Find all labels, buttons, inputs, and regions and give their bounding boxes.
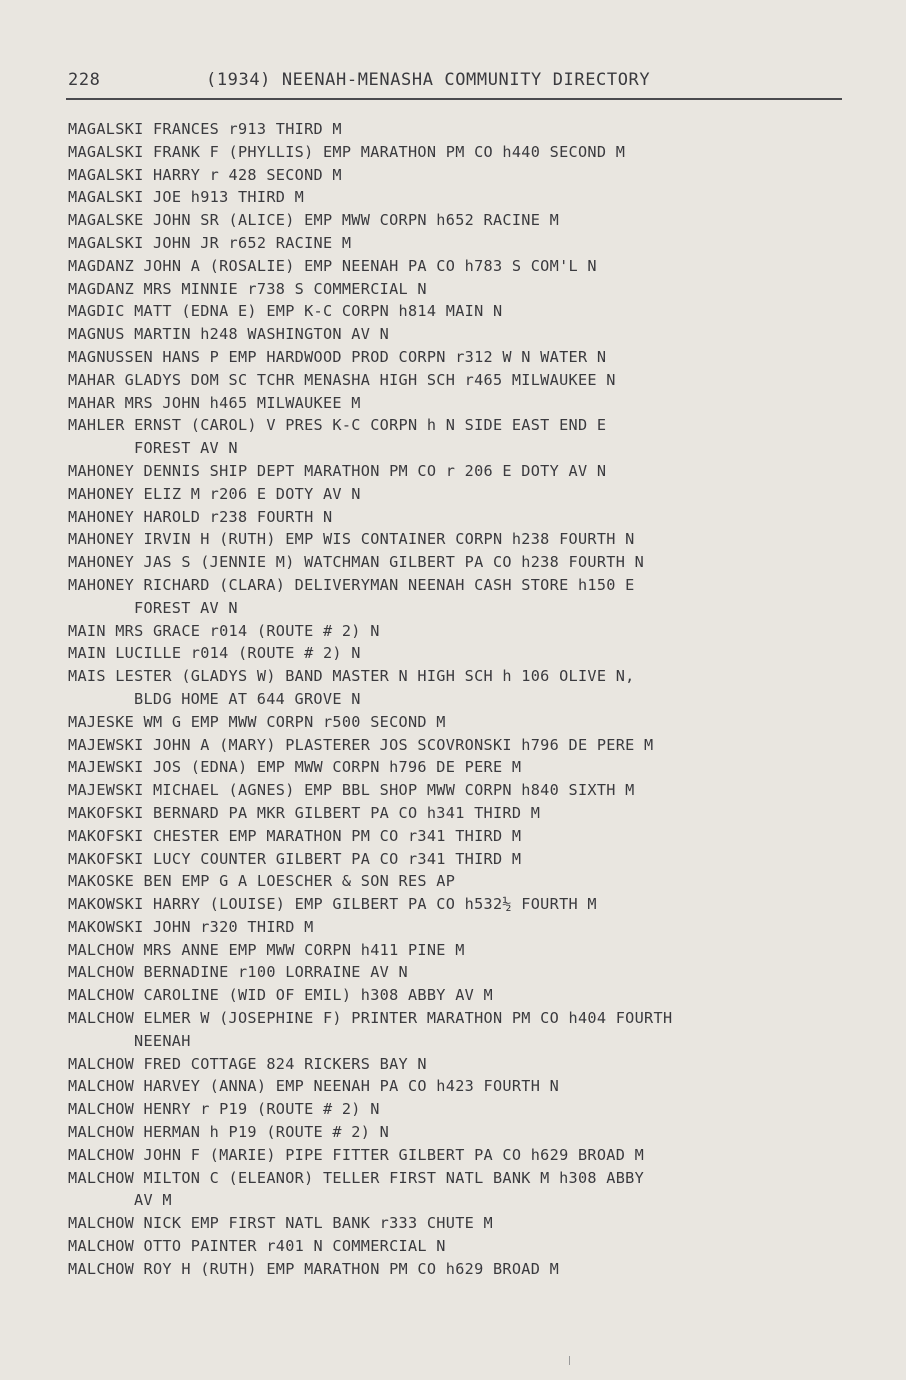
directory-entry: MALCHOW JOHN F (MARIE) PIPE FITTER GILBERT PA CO h629 BROAD M (68, 1145, 645, 1164)
directory-entry: MAHONEY DENNIS SHIP DEPT MARATHON PM CO r 206 E DOTY AV N (68, 461, 607, 480)
directory-entry: MAJEWSKI MICHAEL (AGNES) EMP BBL SHOP MWW CORPN h840 SIXTH M (68, 781, 635, 800)
page-mark (569, 1356, 570, 1365)
directory-entry-continuation: FOREST AV N (134, 598, 238, 617)
directory-entry-continuation: NEENAH (134, 1031, 191, 1050)
directory-entry: MAGALSKI HARRY r 428 SECOND M (68, 165, 342, 184)
directory-entry-continuation: BLDG HOME AT 644 GROVE N (134, 689, 361, 708)
directory-entry: MAHONEY HAROLD r238 FOURTH N (68, 507, 333, 526)
directory-entry: MAGALSKI FRANK F (PHYLLIS) EMP MARATHON PM CO h440 SECOND M (68, 142, 626, 161)
directory-entry: MALCHOW HARVEY (ANNA) EMP NEENAH PA CO h423 FOURTH N (68, 1077, 560, 1096)
directory-entry: MAGDANZ MRS MINNIE r738 S COMMERCIAL N (68, 279, 427, 298)
directory-entry: MAGALSKI JOHN JR r652 RACINE M (68, 233, 352, 252)
directory-entry: MAGALSKI FRANCES r913 THIRD M (68, 120, 342, 138)
directory-entry: MAKOSKE BEN EMP G A LOESCHER & SON RES AP (68, 872, 456, 891)
directory-entry: MAIN LUCILLE r014 (ROUTE # 2) N (68, 644, 361, 663)
directory-entry: MALCHOW ROY H (RUTH) EMP MARATHON PM CO h629 BROAD M (68, 1259, 560, 1278)
directory-entry: MALCHOW ELMER W (JOSEPHINE F) PRINTER MARATHON PM CO h404 FOURTH (68, 1009, 673, 1028)
directory-entry: MAIN MRS GRACE r014 (ROUTE # 2) N (68, 621, 380, 640)
directory-entry: MAGDANZ JOHN A (ROSALIE) EMP NEENAH PA CO h783 S COM'L N (68, 256, 597, 275)
directory-entry: MAGALSKE JOHN SR (ALICE) EMP MWW CORPN h652 RACINE M (68, 211, 560, 230)
directory-entry: MALCHOW BERNADINE r100 LORRAINE AV N (68, 963, 408, 982)
directory-entry: MAHLER ERNST (CAROL) V PRES K-C CORPN h N SIDE EAST END E (68, 416, 607, 435)
directory-entry: MALCHOW NICK EMP FIRST NATL BANK r333 CHUTE M (68, 1214, 493, 1233)
directory-entry: MAKOFSKI LUCY COUNTER GILBERT PA CO r341 THIRD M (68, 849, 522, 868)
directory-entry: MAHONEY ELIZ M r206 E DOTY AV N (68, 484, 361, 503)
directory-entry: MALCHOW MRS ANNE EMP MWW CORPN h411 PINE M (68, 940, 465, 959)
directory-entry: MAHONEY JAS S (JENNIE M) WATCHMAN GILBERT PA CO h238 FOURTH N (68, 553, 645, 572)
directory-entry: MAJESKE WM G EMP MWW CORPN r500 SECOND M (68, 712, 446, 731)
page-header (68, 70, 842, 96)
directory-entry: MAHONEY IRVIN H (RUTH) EMP WIS CONTAINER CORPN h238 FOURTH N (68, 530, 635, 549)
directory-entry: MALCHOW FRED COTTAGE 824 RICKERS BAY N (68, 1054, 427, 1073)
directory-entry: MAIS LESTER (GLADYS W) BAND MASTER N HIGH SCH h 106 OLIVE N, (68, 667, 635, 686)
page-title: (1934) NEENAH-MENASHA COMMUNITY DIRECTORY (206, 70, 651, 90)
directory-entry: MAGALSKI JOE h913 THIRD M (68, 188, 305, 207)
directory-entry-continuation: FOREST AV N (134, 439, 238, 458)
directory-entry: MAHONEY RICHARD (CLARA) DELIVERYMAN NEENAH CASH STORE h150 E (68, 575, 635, 594)
directory-entry: MAHAR MRS JOHN h465 MILWAUKEE M (68, 393, 361, 412)
directory-entry: MAKOFSKI CHESTER EMP MARATHON PM CO r341 THIRD M (68, 826, 522, 845)
directory-entry: MAHAR GLADYS DOM SC TCHR MENASHA HIGH SCH r465 MILWAUKEE N (68, 370, 616, 389)
directory-entry: MAJEWSKI JOHN A (MARY) PLASTERER JOS SCOVRONSKI h796 DE PERE M (68, 735, 654, 754)
directory-entry: MALCHOW HENRY r P19 (ROUTE # 2) N (68, 1100, 380, 1119)
directory-entry: MAGDIC MATT (EDNA E) EMP K-C CORPN h814 MAIN N (68, 302, 503, 321)
directory-entry: MAKOFSKI BERNARD PA MKR GILBERT PA CO h341 THIRD M (68, 803, 541, 822)
directory-entry: MALCHOW CAROLINE (WID OF EMIL) h308 ABBY AV M (68, 986, 493, 1005)
header-rule (66, 98, 842, 100)
directory-entry: MALCHOW MILTON C (ELEANOR) TELLER FIRST NATL BANK M h308 ABBY (68, 1168, 645, 1187)
directory-entry: MAKOWSKI HARRY (LOUISE) EMP GILBERT PA CO h532½ FOURTH M (68, 895, 597, 914)
directory-entries (68, 118, 868, 1281)
directory-entry: MAGNUS MARTIN h248 WASHINGTON AV N (68, 325, 390, 344)
directory-entry: MAKOWSKI JOHN r320 THIRD M (68, 917, 314, 936)
directory-entry: MALCHOW OTTO PAINTER r401 N COMMERCIAL N (68, 1237, 446, 1256)
directory-entry: MALCHOW HERMAN h P19 (ROUTE # 2) N (68, 1123, 390, 1142)
directory-entry: MAGNUSSEN HANS P EMP HARDWOOD PROD CORPN r312 W N WATER N (68, 347, 607, 366)
page-number: 228 (68, 70, 101, 90)
directory-entry: MAJEWSKI JOS (EDNA) EMP MWW CORPN h796 DE PERE M (68, 758, 522, 777)
directory-entry-continuation: AV M (134, 1191, 172, 1210)
